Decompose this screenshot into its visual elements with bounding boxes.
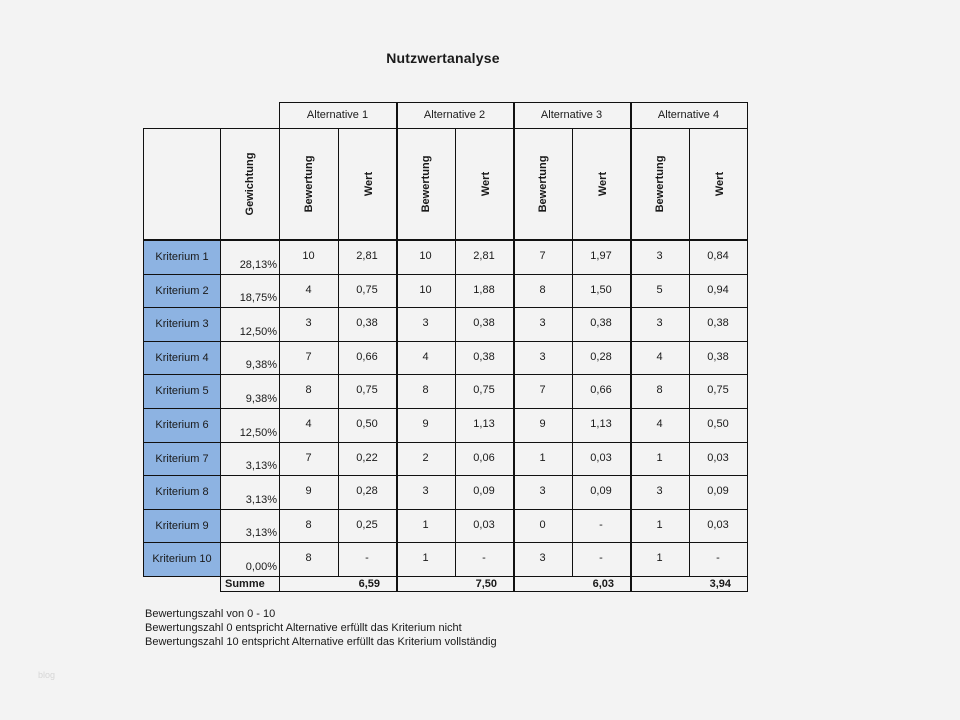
rating-cell: 10 xyxy=(302,250,315,262)
weight-cell: 3,13% xyxy=(245,460,277,473)
rating-cell: 8 xyxy=(422,384,429,397)
value-cell: 1,50 xyxy=(590,283,612,296)
rating-cell: 1 xyxy=(422,552,429,565)
criterion-label: Kriterium 8 xyxy=(144,476,220,509)
rating-cell: 3 xyxy=(539,552,546,565)
grid-line xyxy=(143,239,748,241)
value-cell: - xyxy=(599,552,603,565)
rating-cell: 3 xyxy=(656,485,663,498)
grid-line xyxy=(279,102,280,592)
rating-cell: 3 xyxy=(422,485,429,498)
criterion-label: Kriterium 10 xyxy=(144,543,220,576)
value-cell: 0,38 xyxy=(590,317,612,330)
value-cell: - xyxy=(365,552,369,565)
value-cell: 1,88 xyxy=(473,283,495,296)
alternative-header-1: Alternative 1 xyxy=(306,109,369,121)
rating-cell: 4 xyxy=(656,350,663,363)
rating-header-4: Bewertung xyxy=(653,155,666,213)
note-scale: Bewertungszahl von 0 - 10 xyxy=(145,608,276,620)
rating-cell: 7 xyxy=(539,250,546,262)
value-cell: 0,75 xyxy=(707,384,729,397)
criterion-label: Kriterium 2 xyxy=(144,275,220,308)
criterion-label: Kriterium 6 xyxy=(144,409,220,442)
grid-line xyxy=(572,128,573,577)
alternative-header-2: Alternative 2 xyxy=(423,109,486,121)
rating-cell: 8 xyxy=(305,518,312,531)
grid-line xyxy=(689,128,690,577)
grid-line xyxy=(143,542,748,543)
grid-line xyxy=(143,128,144,577)
rating-cell: 3 xyxy=(422,317,429,330)
value-cell: 0,28 xyxy=(356,485,378,498)
value-cell: - xyxy=(482,552,486,565)
rating-cell: 8 xyxy=(539,283,546,296)
value-cell: 0,09 xyxy=(707,485,729,498)
rating-cell: 0 xyxy=(539,518,546,531)
rating-cell: 7 xyxy=(539,384,546,397)
weight-cell: 28,13% xyxy=(239,258,277,271)
weight-cell: 0,00% xyxy=(245,560,277,573)
grid-line xyxy=(143,509,748,510)
rating-cell: 9 xyxy=(422,418,429,430)
grid-line xyxy=(143,442,748,443)
grid-line xyxy=(396,102,398,592)
value-cell: 0,75 xyxy=(356,384,378,397)
rating-cell: 10 xyxy=(419,250,432,262)
rating-cell: 3 xyxy=(539,485,546,498)
criterion-label: Kriterium 5 xyxy=(144,375,220,408)
grid-line xyxy=(513,102,515,592)
rating-cell: 4 xyxy=(305,283,312,296)
rating-cell: 1 xyxy=(539,451,546,464)
value-cell: 0,03 xyxy=(707,518,729,531)
value-cell: 0,03 xyxy=(473,518,495,531)
weight-cell: 3,13% xyxy=(245,527,277,540)
value-cell: 2,81 xyxy=(356,250,378,262)
rating-cell: 4 xyxy=(422,350,429,363)
value-cell: 0,66 xyxy=(356,350,378,363)
value-cell: 0,50 xyxy=(356,418,378,430)
rating-cell: 7 xyxy=(305,350,312,363)
value-header-1: Wert xyxy=(363,171,375,197)
value-cell: 0,22 xyxy=(356,451,378,464)
value-cell: - xyxy=(599,518,603,531)
weight-cell: 9,38% xyxy=(245,392,277,405)
grid-line xyxy=(455,128,456,577)
grid-line xyxy=(143,576,748,577)
value-cell: 1,97 xyxy=(590,250,612,262)
weight-cell: 12,50% xyxy=(239,426,277,439)
rating-cell: 9 xyxy=(539,418,546,430)
value-cell: 0,03 xyxy=(707,451,729,464)
weight-header: Gewichtung xyxy=(243,152,256,216)
rating-cell: 3 xyxy=(656,317,663,330)
grid-line xyxy=(143,374,748,375)
summe-value-1: 6,59 xyxy=(358,577,380,590)
value-cell: 0,50 xyxy=(707,418,729,430)
rating-cell: 10 xyxy=(419,283,432,296)
grid-line xyxy=(220,128,221,592)
summe-value-3: 6,03 xyxy=(592,577,614,590)
weight-cell: 18,75% xyxy=(239,292,277,305)
page-title: Nutzwertanalyse xyxy=(386,50,500,66)
value-cell: 1,13 xyxy=(473,418,495,430)
rating-cell: 2 xyxy=(422,451,429,464)
value-header-4: Wert xyxy=(714,171,726,197)
value-cell: 0,25 xyxy=(356,518,378,531)
grid-line xyxy=(143,274,748,275)
value-cell: 1,13 xyxy=(590,418,612,430)
weight-cell: 3,13% xyxy=(245,493,277,506)
grid-line xyxy=(143,408,748,409)
alternative-header-3: Alternative 3 xyxy=(540,109,603,121)
grid-line xyxy=(747,102,748,592)
summe-value-2: 7,50 xyxy=(475,577,497,590)
grid-line xyxy=(143,128,748,129)
grid-line xyxy=(630,102,632,592)
rating-header-3: Bewertung xyxy=(536,155,549,213)
value-cell: 0,75 xyxy=(356,283,378,296)
value-cell: 0,09 xyxy=(473,485,495,498)
value-cell: 0,28 xyxy=(590,350,612,363)
value-header-2: Wert xyxy=(480,171,492,197)
value-cell: 0,84 xyxy=(707,250,729,262)
value-cell: 0,03 xyxy=(590,451,612,464)
rating-cell: 1 xyxy=(656,518,663,531)
value-cell: 0,66 xyxy=(590,384,612,397)
rating-cell: 1 xyxy=(656,552,663,565)
rating-cell: 1 xyxy=(656,451,663,464)
value-cell: 0,09 xyxy=(590,485,612,498)
rating-cell: 7 xyxy=(305,451,312,464)
criterion-label: Kriterium 3 xyxy=(144,308,220,341)
grid-line xyxy=(220,591,748,592)
weight-cell: 12,50% xyxy=(239,325,277,338)
note-ten: Bewertungszahl 10 entspricht Alternative erfüllt das Kriterium vollständig xyxy=(145,636,497,648)
rating-cell: 1 xyxy=(422,518,429,531)
rating-cell: 8 xyxy=(305,552,312,565)
note-zero: Bewertungszahl 0 entspricht Alternative erfüllt das Kriterium nicht xyxy=(145,622,462,634)
summe-value-4: 3,94 xyxy=(709,577,731,590)
summe-label: Summe xyxy=(225,577,265,590)
value-cell: 2,81 xyxy=(473,250,495,262)
grid-line xyxy=(143,341,748,342)
value-header-3: Wert xyxy=(597,171,609,197)
criterion-label: Kriterium 1 xyxy=(144,241,220,274)
rating-cell: 9 xyxy=(305,485,312,498)
value-cell: 0,38 xyxy=(473,317,495,330)
value-cell: 0,38 xyxy=(707,350,729,363)
grid-line xyxy=(338,128,339,577)
rating-cell: 3 xyxy=(539,317,546,330)
alternative-header-4: Alternative 4 xyxy=(657,109,720,121)
value-cell: 0,38 xyxy=(473,350,495,363)
rating-cell: 5 xyxy=(656,283,663,296)
grid-line xyxy=(143,475,748,476)
rating-cell: 3 xyxy=(305,317,312,330)
rating-header-1: Bewertung xyxy=(302,155,315,213)
watermark: blog xyxy=(38,670,56,680)
value-cell: 0,06 xyxy=(473,451,495,464)
value-cell: - xyxy=(716,552,720,565)
grid-line xyxy=(143,307,748,308)
value-cell: 0,38 xyxy=(707,317,729,330)
rating-cell: 8 xyxy=(656,384,663,397)
rating-header-2: Bewertung xyxy=(419,155,432,213)
value-cell: 0,75 xyxy=(473,384,495,397)
rating-cell: 3 xyxy=(656,250,663,262)
criterion-label: Kriterium 7 xyxy=(144,443,220,476)
criterion-label: Kriterium 4 xyxy=(144,342,220,375)
rating-cell: 4 xyxy=(305,418,312,430)
value-cell: 0,38 xyxy=(356,317,378,330)
rating-cell: 8 xyxy=(305,384,312,397)
value-cell: 0,94 xyxy=(707,283,729,296)
weight-cell: 9,38% xyxy=(245,359,277,372)
criterion-label: Kriterium 9 xyxy=(144,510,220,543)
rating-cell: 4 xyxy=(656,418,663,430)
rating-cell: 3 xyxy=(539,350,546,363)
